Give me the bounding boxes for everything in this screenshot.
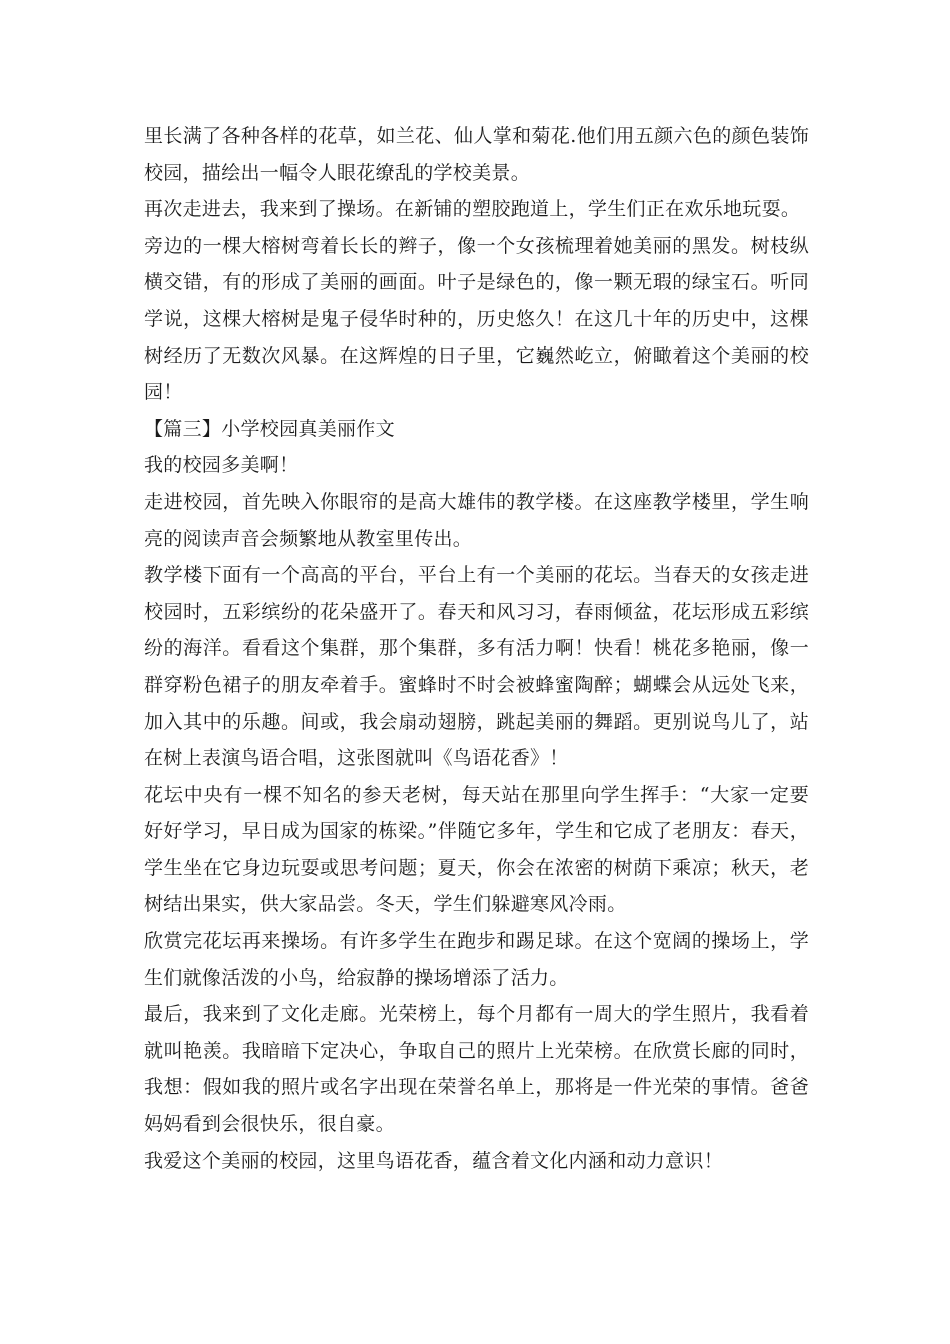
paragraph-culture-corridor: 最后，我来到了文化走廊。光荣榜上，每个月都有一周大的学生照片，我看着就叫艳羡。我暗暗下定决心，争取自己的照片上光荣榜。在欣赏长廊的同时，我想：假如我的照片或名字出现在荣誉名单上，那将是一件光荣的事情。爸爸妈妈看到会很快乐，很自豪。: [144, 1003, 809, 1136]
paragraph-banyan-tree: 旁边的一棵大榕树弯着长长的辫子，像一个女孩梳理着她美丽的黑发。树枝纵横交错，有的形成了美丽的画面。叶子是绿色的，像一颗无瑕的绿宝石。听同学说，这棵大榕树是鬼子侵华时种的，历史悠久！在这几十年的历史中，这棵树经历了无数次风暴。在这辉煌的日子里，它巍然屹立，俯瞰着这个美丽的校园！: [144, 234, 809, 404]
paragraph-old-tree: 花坛中央有一棵不知名的参天老树，每天站在那里向学生挥手：“大家一定要好好学习，早日成为国家的栋梁。”伴随它多年，学生和它成了老朋友：春天，学生坐在它身边玩耍或思考问题；夏天，你会在浓密的树荫下乘凉；秋天，老树结出果实，供大家品尝。冬天，学生们躲避寒风冷雨。: [144, 783, 809, 916]
paragraph-playground: 再次走进去，我来到了操场。在新铺的塑胶跑道上，学生们正在欢乐地玩耍。: [144, 198, 801, 221]
document-body: [144, 118, 809, 1179]
paragraph-conclusion: 我爱这个美丽的校园，这里鸟语花香，蕴含着文化内涵和动力意识！: [144, 1149, 724, 1172]
paragraph-teaching-building: 走进校园，首先映入你眼帘的是高大雄伟的教学楼。在这座教学楼里，学生响亮的阅读声音会频繁地从教室里传出。: [144, 490, 809, 550]
paragraph-sports-field: 欣赏完花坛再来操场。有许多学生在跑步和踢足球。在这个宽阔的操场上，学生们就像活泼的小鸟，给寂静的操场增添了活力。: [144, 930, 809, 989]
paragraph-flower-bed: 教学楼下面有一个高高的平台，平台上有一个美丽的花坛。当春天的女孩走进校园时，五彩缤纷的花朵盛开了。春天和风习习，春雨倾盆，花坛形成五彩缤纷的海洋。看看这个集群，那个集群，多有活力啊！快看！桃花多艳丽，像一群穿粉色裙子的朋友牵着手。蜜蜂时不时会被蜂蜜陶醉；蝴蝶会从远处飞来，加入其中的乐趣。间或，我会扇动翅膀，跳起美丽的舞蹈。更别说鸟儿了，站在树上表演鸟语合唱，这张图就叫《鸟语花香》！: [144, 564, 809, 770]
paragraph-intro: 我的校园多美啊！: [144, 454, 299, 477]
paragraph-garden-continued: 里长满了各种各样的花草，如兰花、仙人掌和菊花.他们用五颜六色的颜色装饰校园，描绘出一幅令人眼花缭乱的学校美景。: [144, 125, 809, 184]
section-heading-part-three: 【篇三】小学校园真美丽作文: [144, 417, 395, 440]
